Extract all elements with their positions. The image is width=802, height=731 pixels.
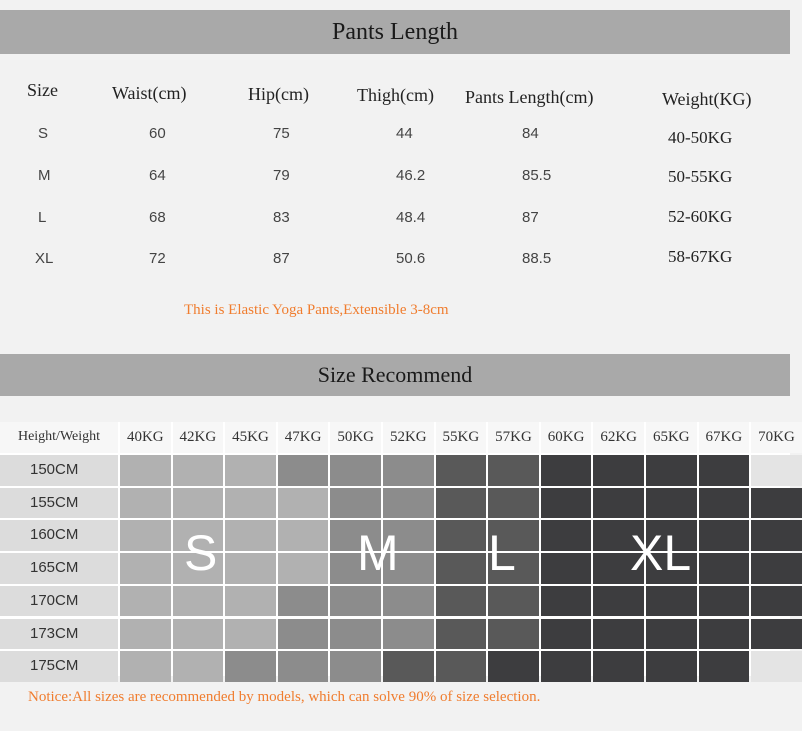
size-cell <box>436 586 487 617</box>
size-cell <box>699 651 750 682</box>
size-label: XL <box>35 250 54 267</box>
size-cell <box>699 455 750 486</box>
size-table-header: Weight(KG) <box>662 89 752 109</box>
size-cell <box>751 553 802 584</box>
grid-corner-header: Height/Weight <box>0 422 118 453</box>
size-cell <box>488 619 539 650</box>
size-cell <box>488 586 539 617</box>
height-header: 155CM <box>0 488 118 519</box>
weight-header: 47KG <box>278 422 329 453</box>
height-header: 160CM <box>0 520 118 551</box>
size-table-cell: 46.2 <box>396 167 426 184</box>
size-cell <box>173 488 224 519</box>
size-label: S <box>38 125 49 142</box>
size-cell <box>225 553 276 584</box>
size-table-cell: 50-55KG <box>668 167 733 186</box>
size-cell <box>436 619 487 650</box>
size-cell <box>541 619 592 650</box>
size-cell <box>120 488 171 519</box>
size-cell <box>593 455 644 486</box>
size-cell <box>699 488 750 519</box>
size-recommend-grid <box>0 422 795 676</box>
size-cell <box>436 520 487 551</box>
size-cell <box>541 488 592 519</box>
size-cell <box>593 488 644 519</box>
size-cell <box>436 553 487 584</box>
size-zone-label: XL <box>630 525 692 581</box>
size-cell <box>541 553 592 584</box>
weight-header: 70KG <box>751 422 802 453</box>
size-cell <box>488 488 539 519</box>
size-table-cell: 79 <box>273 167 290 184</box>
size-cell <box>751 455 802 486</box>
pants-length-title: Pants Length <box>332 19 458 45</box>
size-table-cell: 48.4 <box>396 209 426 226</box>
size-cell <box>330 586 381 617</box>
size-cell <box>278 651 329 682</box>
size-table-cell: 44 <box>396 125 413 142</box>
size-cell <box>173 586 224 617</box>
size-cell <box>278 619 329 650</box>
weight-header: 65KG <box>646 422 697 453</box>
size-cell <box>593 619 644 650</box>
size-cell <box>699 520 750 551</box>
weight-header: 67KG <box>699 422 750 453</box>
size-cell <box>699 553 750 584</box>
size-table-header: Hip(cm) <box>248 84 309 104</box>
size-cell <box>278 488 329 519</box>
size-cell <box>225 651 276 682</box>
size-table-cell: 83 <box>273 209 290 226</box>
size-cell <box>751 520 802 551</box>
size-label: L <box>38 209 47 226</box>
size-cell <box>646 586 697 617</box>
size-cell <box>646 455 697 486</box>
size-cell <box>330 455 381 486</box>
size-cell <box>278 553 329 584</box>
size-cell <box>593 586 644 617</box>
size-cell <box>173 455 224 486</box>
size-table-cell: 60 <box>149 125 166 142</box>
size-cell <box>541 651 592 682</box>
size-cell <box>330 619 381 650</box>
size-cell <box>120 455 171 486</box>
size-table-cell: 84 <box>522 125 539 142</box>
size-cell <box>488 455 539 486</box>
elastic-note: This is Elastic Yoga Pants,Extensible 3-8cm <box>184 302 449 318</box>
size-cell <box>120 553 171 584</box>
size-cell <box>593 651 644 682</box>
size-table-cell: 64 <box>149 167 166 184</box>
size-table-header: Waist(cm) <box>112 83 187 103</box>
size-cell <box>541 455 592 486</box>
size-table-cell: 72 <box>149 250 166 267</box>
size-cell <box>278 455 329 486</box>
size-cell <box>751 586 802 617</box>
height-header: 175CM <box>0 651 118 682</box>
height-header: 150CM <box>0 455 118 486</box>
size-table-cell: 87 <box>522 209 539 226</box>
size-cell <box>646 619 697 650</box>
size-zone-label: M <box>357 525 399 581</box>
size-cell <box>330 488 381 519</box>
notice-text: Notice:All sizes are recommended by models, which can solve 90% of size selection. <box>28 689 541 705</box>
size-cell <box>173 619 224 650</box>
size-cell <box>383 488 434 519</box>
size-cell <box>278 520 329 551</box>
size-cell <box>225 455 276 486</box>
height-header: 170CM <box>0 586 118 617</box>
size-table-header: Size <box>27 80 58 100</box>
weight-header: 55KG <box>436 422 487 453</box>
size-table-cell: 85.5 <box>522 167 552 184</box>
size-cell <box>699 586 750 617</box>
size-label: M <box>38 167 51 184</box>
weight-header: 40KG <box>120 422 171 453</box>
size-table-cell: 88.5 <box>522 250 552 267</box>
weight-header: 57KG <box>488 422 539 453</box>
size-cell <box>436 651 487 682</box>
size-cell <box>383 586 434 617</box>
size-cell <box>436 488 487 519</box>
size-table-cell: 75 <box>273 125 290 142</box>
size-cell <box>646 651 697 682</box>
size-cell <box>541 586 592 617</box>
weight-header: 60KG <box>541 422 592 453</box>
size-cell <box>646 488 697 519</box>
weight-header: 42KG <box>173 422 224 453</box>
weight-header: 45KG <box>225 422 276 453</box>
size-cell <box>120 651 171 682</box>
size-table-header: Thigh(cm) <box>357 85 434 105</box>
height-header: 173CM <box>0 619 118 650</box>
size-cell <box>225 619 276 650</box>
weight-header: 50KG <box>330 422 381 453</box>
size-recommend-title: Size Recommend <box>317 362 473 387</box>
size-cell <box>383 455 434 486</box>
size-cell <box>120 619 171 650</box>
size-cell <box>278 586 329 617</box>
size-cell <box>330 651 381 682</box>
weight-header: 52KG <box>383 422 434 453</box>
size-cell <box>120 520 171 551</box>
size-cell <box>120 586 171 617</box>
size-cell <box>436 455 487 486</box>
size-cell <box>225 488 276 519</box>
size-cell <box>699 619 750 650</box>
size-table-cell: 68 <box>149 209 166 226</box>
size-table-cell: 40-50KG <box>668 128 733 147</box>
size-cell <box>225 586 276 617</box>
size-cell <box>541 520 592 551</box>
size-table-header: Pants Length(cm) <box>465 87 594 107</box>
size-table-cell: 58-67KG <box>668 247 733 266</box>
pants-length-banner <box>0 10 790 54</box>
size-table-cell: 50.6 <box>396 250 426 267</box>
size-cell <box>751 651 802 682</box>
size-zone-label: S <box>184 525 218 581</box>
weight-header: 62KG <box>593 422 644 453</box>
size-zone-label: L <box>488 525 516 581</box>
size-cell <box>225 520 276 551</box>
size-cell <box>383 619 434 650</box>
size-recommend-banner <box>0 354 790 396</box>
size-cell <box>173 651 224 682</box>
size-cell <box>751 619 802 650</box>
height-header: 165CM <box>0 553 118 584</box>
size-cell <box>383 651 434 682</box>
size-table-cell: 52-60KG <box>668 207 733 226</box>
size-cell <box>488 651 539 682</box>
size-cell <box>751 488 802 519</box>
size-table-cell: 87 <box>273 250 290 267</box>
